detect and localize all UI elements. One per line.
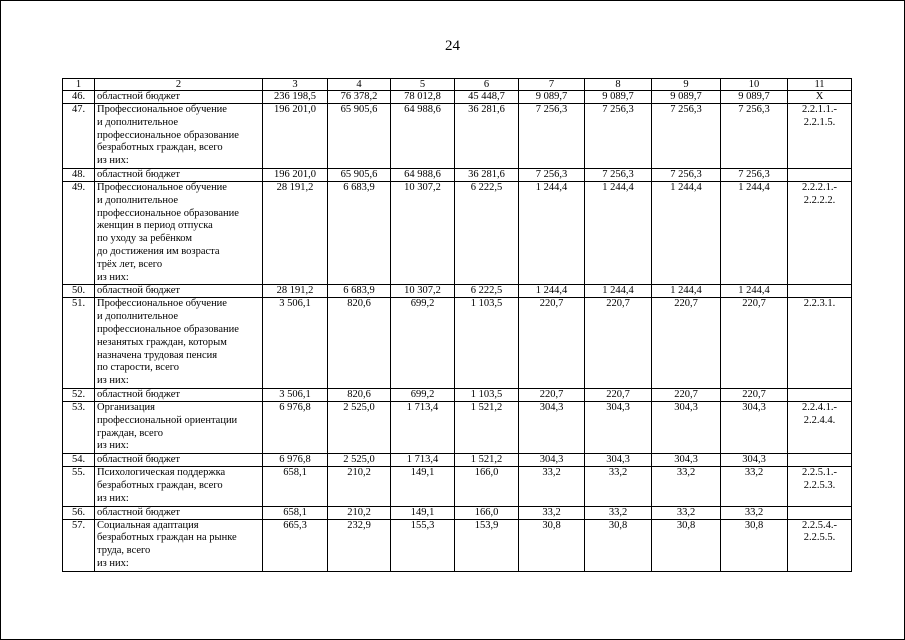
row-name-line: безработных граждан на рынке bbox=[97, 532, 237, 544]
value-cell: 153,9 bbox=[455, 519, 519, 571]
value-cell: 1 521,2 bbox=[455, 454, 519, 467]
value-cell: 232,9 bbox=[328, 519, 391, 571]
value-cell: 65 905,6 bbox=[328, 168, 391, 181]
row-name-line: из них: bbox=[97, 557, 129, 569]
row-name-line: назначена трудовая пенсия bbox=[97, 349, 218, 361]
row-name-line: из них: bbox=[97, 155, 129, 167]
value-cell: 33,2 bbox=[652, 467, 721, 506]
row-name-line: профессиональное образование bbox=[97, 129, 239, 141]
value-cell: 155,3 bbox=[391, 519, 455, 571]
value-cell: 9 089,7 bbox=[652, 91, 721, 104]
column-header: 10 bbox=[721, 79, 788, 91]
value-cell: 64 988,6 bbox=[391, 168, 455, 181]
value-cell: 6 976,8 bbox=[263, 454, 328, 467]
column-number-row bbox=[63, 79, 852, 91]
value-cell: 1 244,4 bbox=[519, 285, 585, 298]
value-cell: 166,0 bbox=[455, 506, 519, 519]
row-name-line: Профессиональное обучение bbox=[97, 104, 227, 115]
value-cell: 196 201,0 bbox=[263, 104, 328, 169]
column-header: 6 bbox=[455, 79, 519, 91]
value-cell: 3 506,1 bbox=[263, 298, 328, 389]
value-cell: 76 378,2 bbox=[328, 91, 391, 104]
row-number: 50. bbox=[63, 285, 95, 298]
row-name-line: безработных граждан, всего bbox=[97, 142, 223, 154]
value-cell: 220,7 bbox=[585, 298, 652, 389]
value-cell: 9 089,7 bbox=[519, 91, 585, 104]
column-header: 8 bbox=[585, 79, 652, 91]
row-name-line: профессиональное образование bbox=[97, 323, 239, 335]
row-number: 55. bbox=[63, 467, 95, 506]
value-cell: 665,3 bbox=[263, 519, 328, 571]
value-cell: 699,2 bbox=[391, 298, 455, 389]
value-cell: 304,3 bbox=[721, 454, 788, 467]
value-cell: 820,6 bbox=[328, 298, 391, 389]
reference-cell bbox=[788, 104, 852, 169]
reference-line: 2.2.1.1.- bbox=[802, 104, 837, 115]
table-row bbox=[63, 91, 852, 104]
row-name-line: по старости, всего bbox=[97, 362, 180, 374]
column-header: 11 bbox=[788, 79, 852, 91]
value-cell: 166,0 bbox=[455, 467, 519, 506]
value-cell: 30,8 bbox=[585, 519, 652, 571]
value-cell: 1 244,4 bbox=[721, 181, 788, 284]
reference-cell bbox=[788, 506, 852, 519]
value-cell: 9 089,7 bbox=[721, 91, 788, 104]
table-row bbox=[63, 298, 852, 389]
value-cell: 1 244,4 bbox=[652, 285, 721, 298]
value-cell: 1 713,4 bbox=[391, 454, 455, 467]
table-row bbox=[63, 104, 852, 169]
row-number: 56. bbox=[63, 506, 95, 519]
table-row bbox=[63, 401, 852, 453]
reference-line: 2.2.5.4.- bbox=[802, 519, 837, 531]
row-name-line: областной бюджет bbox=[97, 506, 180, 518]
table-row bbox=[63, 285, 852, 298]
row-name-line: женщин в период отпуска bbox=[97, 220, 213, 232]
row-name-line: Организация bbox=[97, 401, 155, 413]
value-cell: 33,2 bbox=[585, 467, 652, 506]
row-name-line: по уходу за ребёнком bbox=[97, 233, 192, 245]
value-cell: 7 256,3 bbox=[721, 104, 788, 169]
value-cell: 33,2 bbox=[652, 506, 721, 519]
value-cell: 304,3 bbox=[585, 454, 652, 467]
row-name-line: Профессиональное обучение bbox=[97, 298, 227, 310]
row-name-line: безработных граждан, всего bbox=[97, 479, 223, 491]
row-name-line: областной бюджет bbox=[97, 91, 180, 102]
reference-line: 2.2.2.1.- bbox=[802, 181, 837, 193]
value-cell: 2 525,0 bbox=[328, 454, 391, 467]
reference-line: 2.2.5.1.- bbox=[802, 467, 837, 479]
table-row bbox=[63, 181, 852, 284]
table-row bbox=[63, 388, 852, 401]
value-cell: 33,2 bbox=[721, 467, 788, 506]
row-name-line: областной бюджет bbox=[97, 285, 180, 297]
reference-line: 2.2.5.3. bbox=[803, 479, 836, 491]
row-number: 51. bbox=[63, 298, 95, 389]
row-name-line: областной бюджет bbox=[97, 168, 180, 180]
column-header: 4 bbox=[328, 79, 391, 91]
column-header: 2 bbox=[95, 79, 263, 91]
value-cell: 6 683,9 bbox=[328, 285, 391, 298]
row-name bbox=[95, 181, 263, 284]
row-name-line: труда, всего bbox=[97, 545, 151, 557]
reference-cell bbox=[788, 454, 852, 467]
row-name bbox=[95, 467, 263, 506]
reference-line: 2.2.1.5. bbox=[803, 116, 836, 128]
reference-cell bbox=[788, 388, 852, 401]
value-cell: 78 012,8 bbox=[391, 91, 455, 104]
table-row bbox=[63, 506, 852, 519]
row-name-line: незанятых граждан, которым bbox=[97, 336, 227, 348]
row-name bbox=[95, 104, 263, 169]
value-cell: 1 103,5 bbox=[455, 388, 519, 401]
row-name-line: областной бюджет bbox=[97, 388, 180, 400]
value-cell: 304,3 bbox=[585, 401, 652, 453]
reference-cell bbox=[788, 285, 852, 298]
value-cell: 64 988,6 bbox=[391, 104, 455, 169]
value-cell: 2 525,0 bbox=[328, 401, 391, 453]
value-cell: 33,2 bbox=[721, 506, 788, 519]
reference-cell bbox=[788, 91, 852, 104]
value-cell: 33,2 bbox=[519, 467, 585, 506]
value-cell: 3 506,1 bbox=[263, 388, 328, 401]
row-name-line: профессиональной ориентации bbox=[97, 414, 238, 426]
value-cell: 236 198,5 bbox=[263, 91, 328, 104]
value-cell: 9 089,7 bbox=[585, 91, 652, 104]
value-cell: 1 521,2 bbox=[455, 401, 519, 453]
value-cell: 7 256,3 bbox=[585, 104, 652, 169]
row-name-line: из них: bbox=[97, 440, 129, 452]
value-cell: 220,7 bbox=[721, 298, 788, 389]
value-cell: 10 307,2 bbox=[391, 181, 455, 284]
value-cell: 33,2 bbox=[585, 506, 652, 519]
value-cell: 220,7 bbox=[721, 388, 788, 401]
value-cell: 196 201,0 bbox=[263, 168, 328, 181]
value-cell: 6 683,9 bbox=[328, 181, 391, 284]
reference-cell bbox=[788, 401, 852, 453]
value-cell: 7 256,3 bbox=[519, 104, 585, 169]
value-cell: 220,7 bbox=[519, 298, 585, 389]
reference-cell bbox=[788, 168, 852, 181]
value-cell: 6 222,5 bbox=[455, 181, 519, 284]
row-name bbox=[95, 506, 263, 519]
row-number: 53. bbox=[63, 401, 95, 453]
row-name bbox=[95, 298, 263, 389]
value-cell: 210,2 bbox=[328, 467, 391, 506]
row-name-line: Социальная адаптация bbox=[97, 519, 199, 531]
value-cell: 1 103,5 bbox=[455, 298, 519, 389]
value-cell: 45 448,7 bbox=[455, 91, 519, 104]
value-cell: 149,1 bbox=[391, 506, 455, 519]
row-number: 49. bbox=[63, 181, 95, 284]
row-number: 57. bbox=[63, 519, 95, 571]
row-name bbox=[95, 519, 263, 571]
value-cell: 1 244,4 bbox=[519, 181, 585, 284]
column-header: 5 bbox=[391, 79, 455, 91]
value-cell: 210,2 bbox=[328, 506, 391, 519]
value-cell: 7 256,3 bbox=[519, 168, 585, 181]
reference-cell bbox=[788, 181, 852, 284]
row-name bbox=[95, 454, 263, 467]
value-cell: 220,7 bbox=[585, 388, 652, 401]
row-number: 47. bbox=[63, 104, 95, 169]
value-cell: 699,2 bbox=[391, 388, 455, 401]
table-row bbox=[63, 467, 852, 506]
row-number: 46. bbox=[63, 91, 95, 104]
value-cell: 10 307,2 bbox=[391, 285, 455, 298]
value-cell: 30,8 bbox=[652, 519, 721, 571]
reference-line: 2.2.2.2. bbox=[803, 194, 836, 206]
value-cell: 304,3 bbox=[519, 401, 585, 453]
row-name-line: и дополнительное bbox=[97, 116, 178, 128]
row-number: 54. bbox=[63, 454, 95, 467]
value-cell: 36 281,6 bbox=[455, 168, 519, 181]
value-cell: 28 191,2 bbox=[263, 285, 328, 298]
reference-line: 2.2.3.1. bbox=[803, 298, 836, 310]
row-name-line: из них: bbox=[97, 375, 129, 387]
value-cell: 7 256,3 bbox=[585, 168, 652, 181]
row-name-line: из них: bbox=[97, 271, 129, 283]
value-cell: 1 244,4 bbox=[721, 285, 788, 298]
value-cell: 7 256,3 bbox=[652, 168, 721, 181]
value-cell: 6 976,8 bbox=[263, 401, 328, 453]
value-cell: 1 244,4 bbox=[652, 181, 721, 284]
row-number: 48. bbox=[63, 168, 95, 181]
value-cell: 149,1 bbox=[391, 467, 455, 506]
table-row bbox=[63, 519, 852, 571]
value-cell: 65 905,6 bbox=[328, 104, 391, 169]
value-cell: 30,8 bbox=[519, 519, 585, 571]
row-name-line: трёх лет, всего bbox=[97, 258, 163, 270]
value-cell: 304,3 bbox=[652, 454, 721, 467]
value-cell: 1 244,4 bbox=[585, 181, 652, 284]
value-cell: 304,3 bbox=[721, 401, 788, 453]
column-header: 3 bbox=[263, 79, 328, 91]
value-cell: 1 713,4 bbox=[391, 401, 455, 453]
value-cell: 220,7 bbox=[652, 298, 721, 389]
row-name-line: Психологическая поддержка bbox=[97, 467, 226, 479]
reference-line: 2.2.4.4. bbox=[803, 414, 836, 426]
value-cell: 220,7 bbox=[519, 388, 585, 401]
value-cell: 7 256,3 bbox=[721, 168, 788, 181]
row-name-line: из них: bbox=[97, 492, 129, 504]
column-header: 1 bbox=[63, 79, 95, 91]
value-cell: 820,6 bbox=[328, 388, 391, 401]
page-number: 24 bbox=[445, 38, 460, 54]
value-cell: 28 191,2 bbox=[263, 181, 328, 284]
value-cell: 30,8 bbox=[721, 519, 788, 571]
row-name-line: и дополнительное bbox=[97, 194, 178, 206]
reference-cell bbox=[788, 298, 852, 389]
column-header: 7 bbox=[519, 79, 585, 91]
value-cell: 33,2 bbox=[519, 506, 585, 519]
row-name-line: граждан, всего bbox=[97, 427, 163, 439]
value-cell: 6 222,5 bbox=[455, 285, 519, 298]
row-name bbox=[95, 388, 263, 401]
row-name-line: областной бюджет bbox=[97, 454, 180, 466]
row-name-line: профессиональное образование bbox=[97, 207, 239, 219]
row-name bbox=[95, 168, 263, 181]
reference-line: 2.2.5.5. bbox=[803, 532, 836, 544]
value-cell: 658,1 bbox=[263, 506, 328, 519]
row-name bbox=[95, 91, 263, 104]
table-row bbox=[63, 168, 852, 181]
reference-line: Х bbox=[815, 91, 824, 102]
column-header: 9 bbox=[652, 79, 721, 91]
reference-line: 2.2.4.1.- bbox=[802, 401, 837, 413]
value-cell: 304,3 bbox=[652, 401, 721, 453]
row-name-line: Профессиональное обучение bbox=[97, 181, 227, 193]
row-number: 52. bbox=[63, 388, 95, 401]
reference-cell bbox=[788, 519, 852, 571]
row-name-line: до достижения им возраста bbox=[97, 245, 220, 257]
value-cell: 1 244,4 bbox=[585, 285, 652, 298]
reference-cell bbox=[788, 467, 852, 506]
row-name-line: и дополнительное bbox=[97, 311, 178, 323]
value-cell: 658,1 bbox=[263, 467, 328, 506]
value-cell: 220,7 bbox=[652, 388, 721, 401]
value-cell: 7 256,3 bbox=[652, 104, 721, 169]
value-cell: 36 281,6 bbox=[455, 104, 519, 169]
row-name bbox=[95, 285, 263, 298]
table-row bbox=[63, 454, 852, 467]
row-name bbox=[95, 401, 263, 453]
budget-table bbox=[62, 78, 852, 572]
value-cell: 304,3 bbox=[519, 454, 585, 467]
